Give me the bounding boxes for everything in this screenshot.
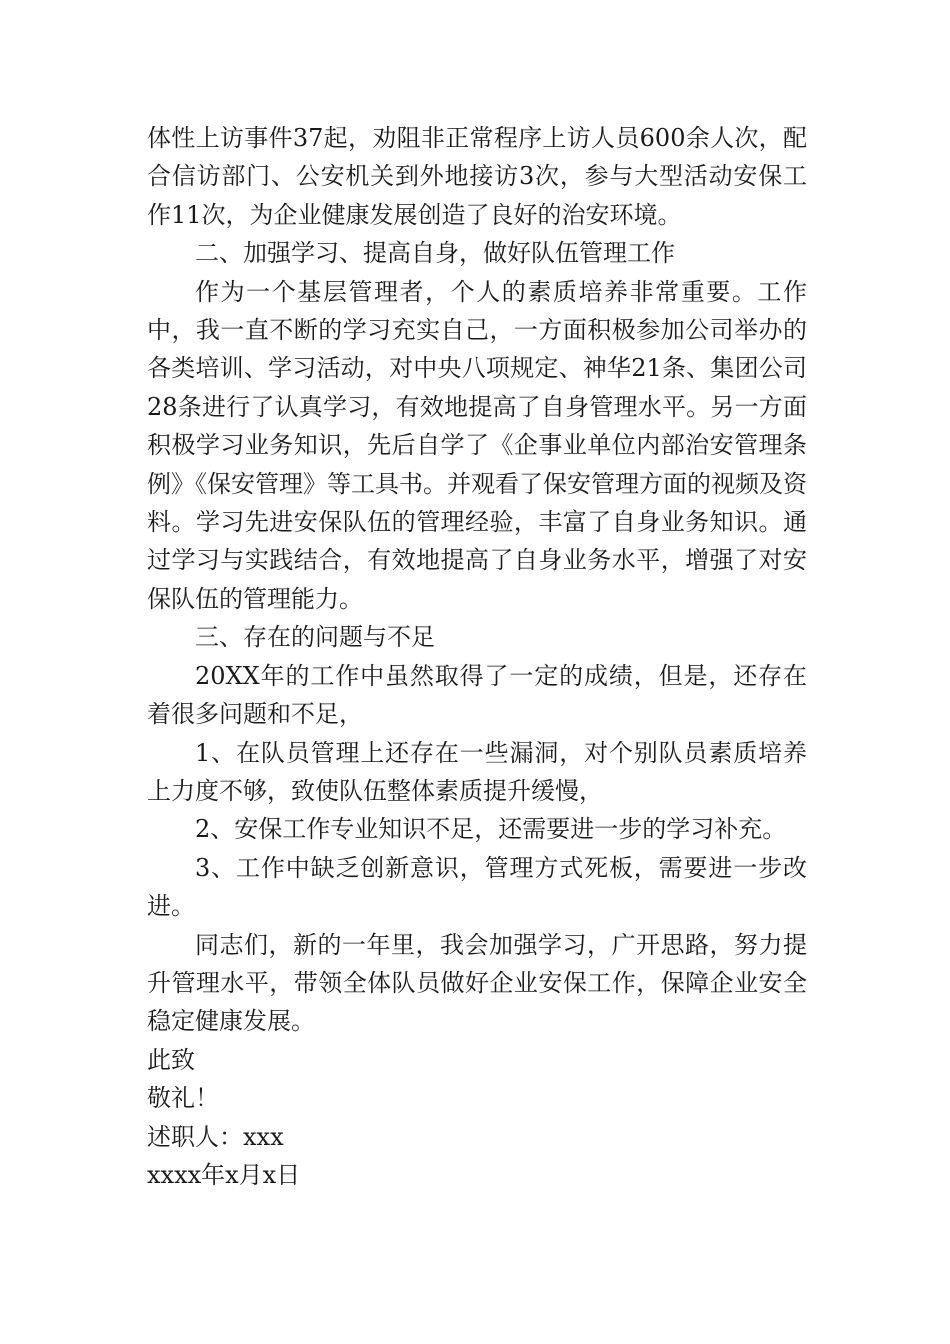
body-paragraph-3: 20XX年的工作中虽然取得了一定的成绩，但是，还存在着很多问题和不足，	[147, 661, 807, 729]
list-item-3: 3、工作中缺乏创新意识，管理方式死板，需要进一步改进。	[147, 853, 807, 921]
body-paragraph-2: 作为一个基层管理者，个人的素质培养非常重要。工作中，我一直不断的学习充实自己，一方面积极参加公司举办的各类培训、学习活动，对中央八项规定、神华21条、集团公司28条进行了认真学习，有效地提高了自身管理水平。另一方面积极学习业务知识，先后自学了《企事业单位内部治安管理条例》《保安管理》等工具书。并观看了保安管理方面的视频及资料。学习先进安保队伍的管理经验，丰富了自身业务知识。通过学习与实践结合，有效地提高了自身业务水平，增强了对安保队伍的管理能力。	[147, 277, 807, 613]
section-heading-2: 二、加强学习、提高自身，做好队伍管理工作	[195, 239, 675, 268]
salutation-jing-li: 敬礼！	[147, 1084, 219, 1113]
list-item-1: 1、在队员管理上还存在一些漏洞，对个别队员素质培养上力度不够，致使队伍整体素质提升缓慢，	[147, 738, 807, 805]
reporter-signature: 述职人：xxx	[147, 1122, 284, 1151]
section-heading-3: 三、存在的问题与不足	[195, 623, 435, 652]
list-item-2: 2、安保工作专业知识不足，还需要进一步的学习补充。	[195, 815, 787, 844]
report-date: xxxx年x月x日	[147, 1160, 301, 1189]
body-paragraph-1: 体性上访事件37起，劝阻非正常程序上访人员600余人次，配合信访部门、公安机关到外地接访3次，参与大型活动安保工作11次，为企业健康发展创造了良好的治安环境。	[147, 124, 807, 229]
body-paragraph-4: 同志们，新的一年里，我会加强学习，广开思路，努力提升管理水平，带领全体队员做好企业安保工作，保障企业安全稳定健康发展。	[147, 930, 807, 1036]
document-page	[147, 119, 807, 1194]
salutation-ci-zhi: 此致	[147, 1045, 195, 1074]
